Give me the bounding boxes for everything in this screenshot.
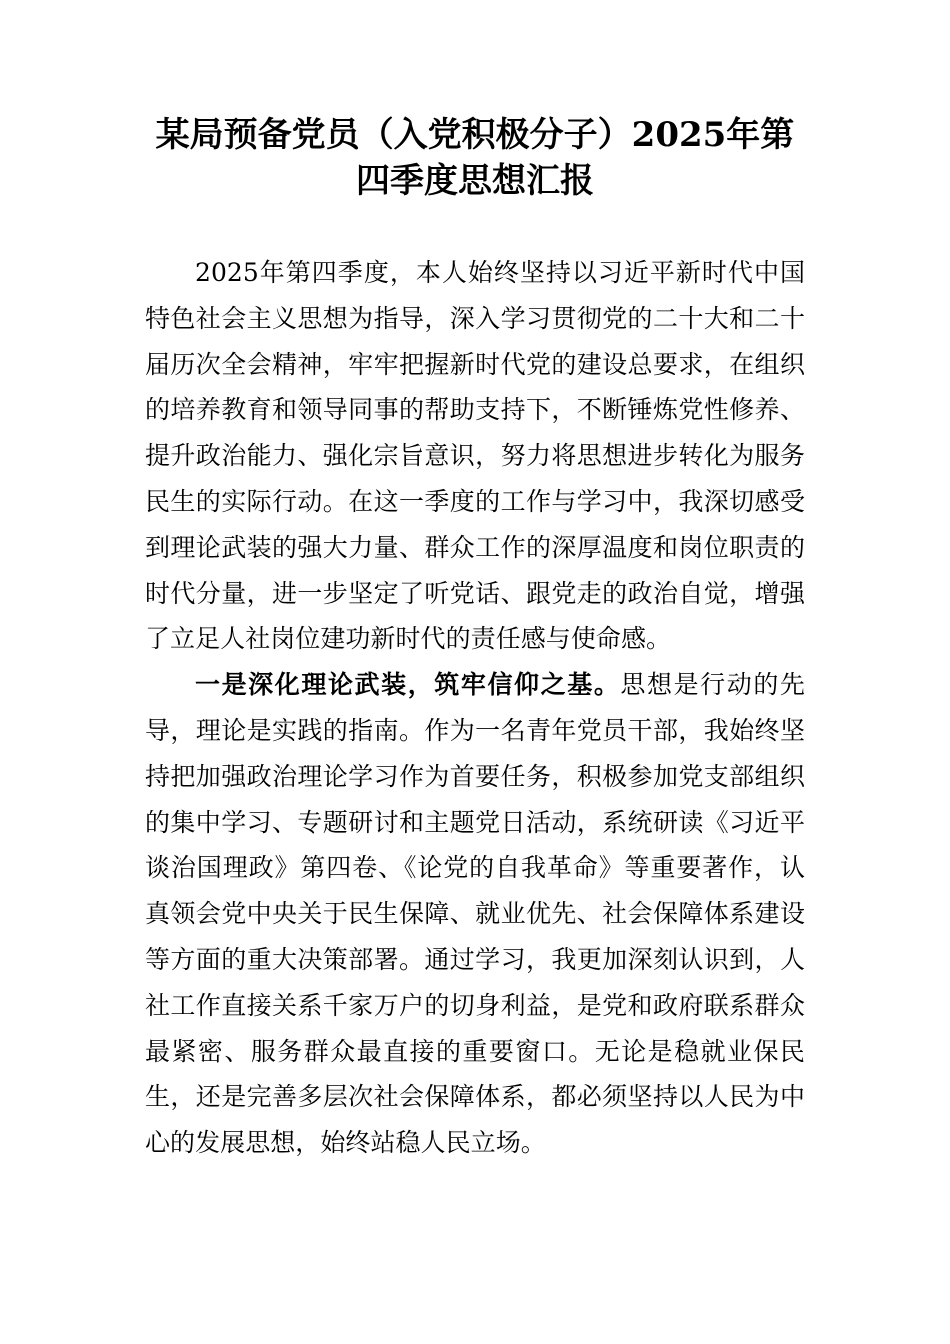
paragraph-text: 2025年第四季度，本人始终坚持以习近平新时代中国特色社会主义思想为指导，深入学习贯彻党的二十大和二十届历次全会精神，牢牢把握新时代党的建设总要求，在组织的培养教育和领导同事的帮助支持下，不断锤炼党性修养、提升政治能力、强化宗旨意识，努力将思想进步转化为服务民生的实际行动。在这一季度的工作与学习中，我深切感受到理论武装的强大力量、群众工作的深厚温度和岗位职责的时代分量，进一步坚定了听党话、跟党走的政治自觉，增强了立足人社岗位建功新时代的责任感与使命感。 (145, 258, 805, 654)
paragraph-section-one (145, 662, 805, 1166)
paragraph-intro (145, 250, 805, 662)
document-title: 某局预备党员（入党积极分子）2025年第四季度思想汇报 (155, 115, 795, 201)
section-heading: 一是深化理论武装，筑牢信仰之基。 (195, 670, 621, 700)
document-body (145, 250, 805, 1166)
paragraph-text: 思想是行动的先导，理论是实践的指南。作为一名青年党员干部，我始终坚持把加强政治理论学习作为首要任务，积极参加党支部组织的集中学习、专题研讨和主题党日活动，系统研读《习近平谈治国理政》第四卷、《论党的自我革命》等重要著作，认真领会党中央关于民生保障、就业优先、社会保障体系建设等方面的重大决策部署。通过学习，我更加深刻认识到，人社工作直接关系千家万户的切身利益，是党和政府联系群众最紧密、服务群众最直接的重要窗口。无论是稳就业保民生，还是完善多层次社会保障体系，都必须坚持以人民为中心的发展思想，始终站稳人民立场。 (145, 670, 805, 1158)
